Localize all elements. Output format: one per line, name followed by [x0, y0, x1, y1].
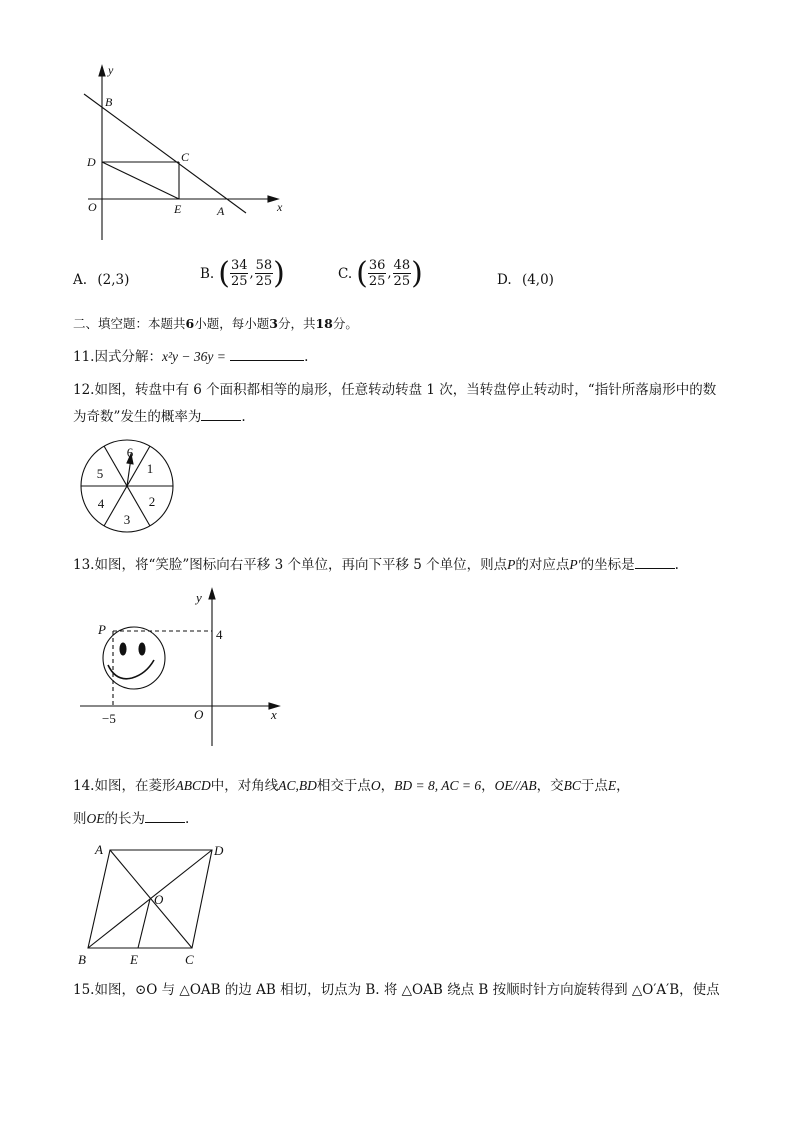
sector-label-2: 2: [148, 494, 156, 509]
sector-label-3: 3: [123, 512, 131, 527]
q14-line2-part-a: 则: [73, 811, 87, 827]
smiley-right-eye: [139, 643, 145, 655]
option-c-comma: ,: [387, 266, 392, 281]
sector-label-6: 6: [126, 445, 134, 460]
q11-expression: x²y − 36y =: [161, 349, 226, 364]
option-b-den1: 25: [230, 274, 248, 289]
label-d: D: [214, 843, 224, 858]
q13-mid: 的对应点: [515, 557, 570, 573]
label-d: D: [87, 155, 96, 169]
label-x: x: [271, 707, 277, 722]
label-p: P: [98, 622, 106, 637]
option-b-letter: B.: [200, 265, 215, 282]
q13-end-text: 的坐标是: [580, 557, 635, 573]
option-b-comma: ,: [249, 266, 254, 281]
question-15-line-1: 15.如图，⊙O 与 △OAB 的边 AB 相切，切点为 B. 将 △OAB 绕点 B 按顺时针方向旋转得到 △O′A′B，使点: [73, 982, 720, 998]
option-b-num2: 58: [255, 258, 273, 273]
option-a-value: (2,3): [97, 272, 130, 288]
q14-part-a: 14.如图，在菱形: [73, 778, 176, 794]
label-c: C: [181, 150, 190, 164]
y-arrow: [99, 66, 105, 76]
option-b-num1: 34: [230, 258, 248, 273]
option-b-frac1: [230, 258, 249, 289]
question-14-line-1: [73, 776, 630, 796]
spinner-figure: [76, 438, 180, 534]
option-a: [73, 270, 129, 290]
option-d-letter: D.: [497, 272, 512, 288]
question-13: [73, 554, 679, 575]
diagonal-ac: [110, 850, 192, 948]
q11-end: .: [304, 349, 309, 365]
sector-label-5: 5: [96, 466, 104, 481]
label-y: y: [196, 590, 202, 605]
option-b: [200, 255, 285, 291]
section-heading-part-c: 分，共: [277, 316, 316, 331]
q12-line2-text: 为奇数”发生的概率为: [73, 409, 202, 425]
q12-end: .: [241, 409, 246, 425]
sector-label-1: 1: [146, 461, 154, 476]
label-o: O: [154, 892, 164, 907]
sector-label-4: 4: [97, 496, 105, 511]
option-b-den2: 25: [255, 274, 273, 289]
q11-answer-blank[interactable]: [230, 346, 304, 361]
label-a: A: [95, 842, 103, 857]
q14-part-d: ，交: [536, 778, 564, 794]
line-ba: [84, 94, 246, 213]
q14-bc: BC: [563, 778, 581, 793]
q14-end: .: [185, 811, 190, 827]
q13-point-p: P: [507, 557, 516, 572]
smiley-left-eye: [120, 643, 126, 655]
option-d-value: (4,0): [521, 272, 554, 288]
q14-parallel: OE//AB: [494, 778, 537, 793]
option-c-frac2: [393, 258, 412, 289]
option-c-frac1: [368, 258, 387, 289]
q14-condition: BD = 8, AC = 6: [394, 778, 482, 793]
question-12-line-1: 12.如图，转盘中有 6 个面积都相等的扇形，任意转动转盘 1 次，当转盘停止转动时，“指针所落扇形中的数: [73, 382, 717, 398]
option-d: [497, 270, 554, 290]
q14-oe: OE: [86, 811, 105, 826]
segment-de: [102, 162, 179, 199]
q14-comma-3: ，: [616, 778, 630, 794]
y-arrow: [209, 589, 215, 599]
label-x: x: [277, 200, 283, 214]
q14-acbd: AC,BD: [278, 778, 317, 793]
option-c: [338, 255, 423, 291]
question-11: [73, 346, 308, 367]
segment-oe: [138, 899, 150, 948]
q14-comma-2: ，: [481, 778, 495, 794]
label-neg-five: −5: [102, 711, 116, 726]
label-four: 4: [216, 627, 223, 642]
label-b: B: [78, 952, 86, 967]
q14-abcd: ABCD: [175, 778, 211, 793]
q14-line2-part-b: 的长为: [104, 811, 145, 827]
label-c: C: [185, 952, 194, 967]
q13-answer-blank[interactable]: [635, 554, 675, 569]
section-question-count: 6: [185, 316, 195, 331]
rhombus-figure: [74, 838, 234, 970]
section-score-each: 3: [269, 316, 278, 331]
q12-answer-blank[interactable]: [201, 406, 241, 421]
option-c-den1: 25: [368, 274, 386, 289]
option-c-num2: 48: [393, 258, 411, 273]
option-a-letter: A.: [73, 272, 88, 288]
option-b-frac2: [255, 258, 274, 289]
label-o: O: [194, 707, 204, 722]
q14-o: O: [370, 778, 381, 793]
q14-e: E: [607, 778, 617, 793]
smiley-figure: [76, 586, 286, 750]
option-c-lparen: (: [356, 255, 368, 291]
q11-prefix: 11.因式分解：: [73, 349, 162, 365]
section-heading-part-b: 小题，每小题: [194, 316, 270, 331]
q14-comma-1: ，: [380, 778, 395, 794]
q14-answer-blank[interactable]: [145, 808, 185, 823]
q13-text: 13.如图，将“笑脸”图标向右平移 3 个单位，再向下平移 5 个单位，则点: [73, 557, 508, 573]
label-a: A: [217, 204, 225, 218]
q14-part-c: 相交于点: [316, 778, 371, 794]
label-o: O: [88, 200, 97, 214]
label-e: E: [130, 952, 138, 967]
section-heading-part-d: 分。: [332, 316, 358, 331]
figure-q10: [70, 60, 300, 250]
question-12-line-2: [73, 406, 246, 427]
option-c-rparen: ): [411, 255, 423, 291]
section-heading-part-a: 二、填空题：本题共: [73, 316, 186, 331]
option-c-letter: C.: [338, 265, 353, 282]
option-b-rparen: ): [273, 255, 285, 291]
label-b: B: [105, 95, 113, 109]
smiley-mouth: [108, 660, 154, 679]
section-score-total: 18: [315, 316, 333, 331]
label-e: E: [174, 202, 182, 216]
q14-part-e: 于点: [580, 778, 608, 794]
q13-end: .: [674, 557, 679, 573]
question-14-line-2: [73, 808, 189, 829]
option-c-den2: 25: [393, 274, 411, 289]
smiley-face: [103, 627, 165, 689]
label-y: y: [108, 63, 114, 77]
option-b-lparen: (: [218, 255, 230, 291]
option-c-num1: 36: [368, 258, 386, 273]
section-2-heading: [73, 314, 358, 334]
q14-part-b: 中，对角线: [210, 778, 279, 794]
q13-point-p-prime: P′: [569, 557, 581, 572]
